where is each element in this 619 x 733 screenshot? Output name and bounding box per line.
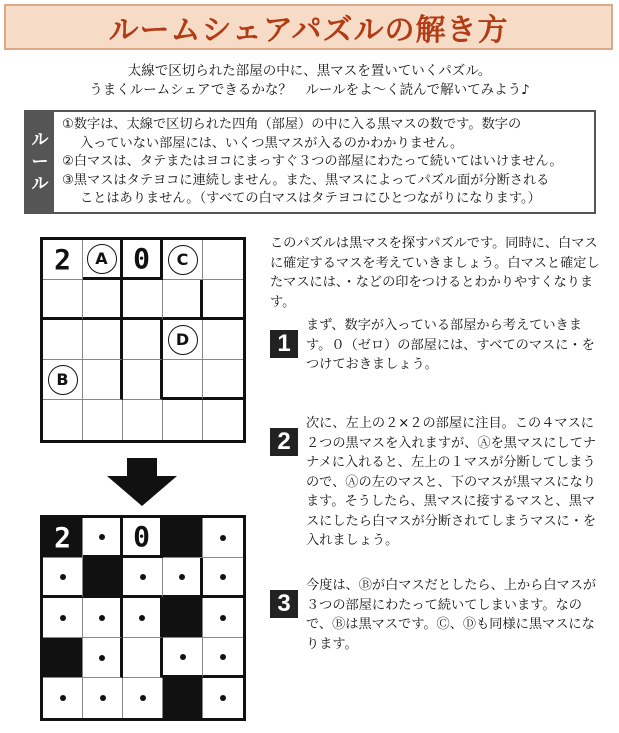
dot-mark	[139, 615, 145, 621]
grid-cell	[43, 400, 83, 440]
dot-mark	[60, 574, 66, 580]
room-number: 0	[133, 520, 150, 553]
grid-cell	[43, 360, 83, 400]
rule-line: ①数字は、太線で区切られた四角（部屋）の中に入る黒マスの数です。数字の	[62, 117, 522, 132]
grid-cell	[203, 678, 243, 718]
rule-line: ②白マスは、タテまたはヨコにまっすぐ３つの部屋にわたって続いてはいけません。	[62, 154, 563, 170]
room-number: 2	[54, 243, 71, 276]
grid-cell	[83, 598, 123, 638]
grid-cell-black	[43, 638, 83, 678]
dot-mark	[99, 534, 105, 540]
grid-cell	[123, 518, 163, 558]
dot-mark	[60, 615, 66, 621]
step-number: 3	[270, 590, 298, 618]
grid-cell-black	[163, 598, 203, 638]
grid-cell	[203, 280, 243, 320]
rule-line: ことはありません。（すべての白マスはタテヨコにひとつながりになります。）	[80, 191, 541, 207]
step-text: 今度は、Ⓑが白マスだとしたら、上から白マスが３つの部屋にわたって続いてしまいます。なので、Ⓑは黒マスです。Ⓒ、Ⓓも同様に黒マスになります。	[306, 578, 597, 652]
grid-cell	[83, 638, 123, 678]
rules-box	[24, 110, 596, 214]
step-1	[270, 316, 606, 375]
rules-body	[54, 112, 594, 212]
intro-line: うまくルームシェアできるかな？ ルールをよ～く読んで解いてみよう♪	[89, 82, 530, 98]
circle-label: D	[168, 325, 198, 355]
grid-cell	[203, 320, 243, 360]
grid-cell	[123, 638, 163, 678]
grid-cell	[83, 400, 123, 440]
grid-cell	[163, 400, 203, 440]
dot-mark	[100, 695, 106, 701]
dot-mark	[140, 574, 146, 580]
rules-label-char: ー	[31, 152, 49, 172]
intro-text	[0, 62, 619, 100]
dot-mark	[220, 615, 226, 621]
title-banner	[4, 4, 613, 50]
room-number: 0	[133, 242, 150, 275]
circle-label: B	[48, 365, 78, 395]
step-number: 1	[270, 330, 298, 358]
step-number: 2	[270, 428, 298, 456]
grid-cell-black	[83, 558, 123, 598]
grid-cell	[43, 280, 83, 320]
down-arrow-icon	[107, 458, 177, 506]
grid-cell	[203, 598, 243, 638]
grid-cell	[43, 558, 83, 598]
grid-cell	[123, 400, 163, 440]
rules-label	[26, 112, 54, 212]
grid-cell	[123, 240, 163, 280]
grid-cell	[123, 678, 163, 718]
dot-mark	[220, 574, 226, 580]
dot-mark	[220, 654, 226, 660]
rule-line: 入っていない部屋には、いくつ黒マスが入るのかわかりません。	[80, 135, 464, 151]
grid-cell	[43, 320, 83, 360]
grid-cell	[83, 678, 123, 718]
grid-cell	[123, 360, 163, 400]
rules-label-char: ル	[31, 130, 49, 150]
dot-mark	[180, 654, 186, 660]
circle-label: C	[168, 245, 198, 275]
grid-cell	[83, 240, 123, 280]
circle-label: A	[87, 244, 117, 274]
intro-line: 太線で区切られた部屋の中に、黒マスを置いていくパズル。	[127, 63, 492, 79]
rules-label-char: ル	[31, 174, 49, 194]
grid-cell	[203, 558, 243, 598]
grid-cell	[163, 240, 203, 280]
grid-cell	[123, 598, 163, 638]
grid-cell	[163, 360, 203, 400]
grid-cell	[163, 558, 203, 598]
grid-cell	[43, 678, 83, 718]
grid-cell	[123, 280, 163, 320]
grid-cell	[163, 320, 203, 360]
step-2	[270, 414, 606, 551]
grid-cell	[123, 558, 163, 598]
grid-cell	[43, 598, 83, 638]
dot-mark	[99, 655, 105, 661]
step-text: 次に、左上の２×２の部屋に注目。この４マスに２つの黒マスを入れますが、Ⓐを黒マスにしてナナメに入れると、左上の１マスが分断してしまうので、Ⓐの左のマスと、下のマスが黒マスになります。そうしたら、黒マスに接するマスと、黒マスにしたら白マスが分断されてしまうマスに・を入れましょう。	[306, 416, 597, 548]
dot-mark	[179, 574, 185, 580]
grid-cell-black	[163, 678, 203, 718]
dot-mark	[60, 695, 66, 701]
room-number: 2	[54, 521, 71, 554]
puzzle-grid-progress	[40, 515, 246, 721]
grid-cell	[163, 638, 203, 678]
dot-mark	[220, 695, 226, 701]
grid-cell	[123, 320, 163, 360]
grid-cell	[83, 280, 123, 320]
grid-cell-black	[163, 518, 203, 558]
grid-cell	[203, 518, 243, 558]
explanation-paragraph: このパズルは黒マスを探すパズルです。同時に、白マスに確定するマスを考えていきましょう。白マスと確定したマスには、・などの印をつけるとわかりやすくなります。	[270, 236, 600, 310]
dot-mark	[140, 695, 146, 701]
puzzle-grid-unsolved	[40, 237, 246, 443]
dot-mark	[220, 535, 226, 541]
grid-cell	[43, 240, 83, 280]
page-title: ルームシェアパズルの解き方	[108, 13, 509, 48]
rule-line: ③黒マスはタテヨコに連続しません。また、黒マスによってパズル面が分断される	[62, 172, 550, 188]
grid-cell-black	[43, 518, 83, 558]
grid-cell	[203, 638, 243, 678]
grid-cell	[83, 518, 123, 558]
grid-cell	[163, 280, 203, 320]
step-3	[270, 576, 606, 654]
grid-cell	[83, 360, 123, 400]
grid-cell	[83, 320, 123, 360]
grid-cell	[203, 360, 243, 400]
grid-cell	[203, 240, 243, 280]
grid-cell	[203, 400, 243, 440]
dot-mark	[99, 615, 105, 621]
step-text: まず、数字が入っている部屋から考えていきます。０（ゼロ）の部屋には、すべてのマスに・をつけておきましょう。	[306, 318, 595, 372]
